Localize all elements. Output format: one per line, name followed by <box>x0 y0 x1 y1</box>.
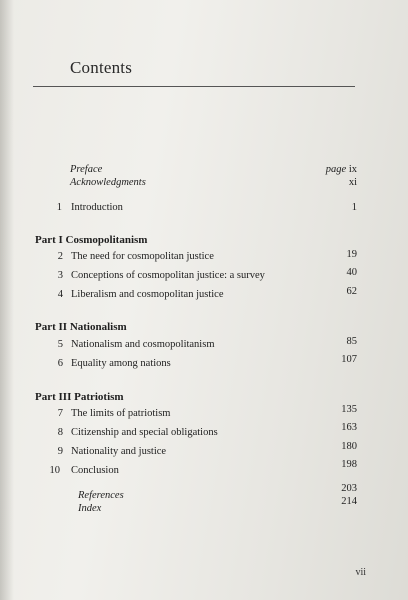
chapter-page-number: 1 <box>351 202 357 213</box>
chapter-title: The need for cosmopolitan justice <box>71 251 214 262</box>
page-title: Contents <box>70 58 133 77</box>
chapter-page-number: 107 <box>341 354 357 365</box>
part-heading: Part III Patriotism <box>35 391 124 403</box>
page-prefix: page <box>325 164 347 175</box>
chapter-number: 6 <box>57 358 63 369</box>
index-page-number: 214 <box>341 496 357 507</box>
chapter-number: 8 <box>57 427 63 438</box>
title-rule <box>33 86 355 87</box>
chapter-number: 9 <box>57 446 63 457</box>
chapter-page-number: 198 <box>341 459 357 470</box>
page-folio: vii <box>355 567 366 578</box>
chapter-number: 10 <box>49 465 60 476</box>
chapter-title: Equality among nations <box>71 358 171 369</box>
chapter-title: Introduction <box>71 202 123 213</box>
part-heading: Part II Nationalism <box>35 321 127 333</box>
chapter-number: 3 <box>57 270 63 281</box>
back-matter-references: References <box>78 490 124 501</box>
chapter-page-number: 62 <box>346 286 357 297</box>
chapter-number: 1 <box>56 202 62 213</box>
chapter-title: Liberalism and cosmopolitan justice <box>71 289 224 300</box>
references-page-number: 203 <box>341 483 357 494</box>
front-matter-acknowledgments: Acknowledgments <box>70 177 146 188</box>
chapter-title: Nationality and justice <box>71 446 167 457</box>
chapter-number: 4 <box>57 289 63 300</box>
chapter-page-number: 40 <box>346 267 357 278</box>
chapter-page-number: 135 <box>341 404 357 415</box>
chapter-number: 7 <box>57 408 63 419</box>
chapter-title: Conceptions of cosmopolitan justice: a survey <box>71 270 265 281</box>
acknowledgments-page-number: xi <box>348 177 357 188</box>
chapter-number: 5 <box>57 339 63 350</box>
preface-page-number: ix <box>348 164 357 175</box>
chapter-page-number: 180 <box>341 441 357 452</box>
chapter-title: The limits of patriotism <box>71 408 171 419</box>
spine-shadow <box>0 0 14 600</box>
chapter-page-number: 19 <box>346 249 357 260</box>
chapter-title: Conclusion <box>71 465 119 476</box>
chapter-page-number: 163 <box>341 422 357 433</box>
chapter-title: Citizenship and special obligations <box>71 427 218 438</box>
chapter-title: Nationalism and cosmopolitanism <box>71 339 215 350</box>
chapter-page-number: 85 <box>346 336 357 347</box>
part-heading: Part I Cosmopolitanism <box>35 234 148 246</box>
front-matter-preface: Preface <box>70 164 103 175</box>
front-matter-preface-page <box>307 164 357 176</box>
chapter-number: 2 <box>57 251 63 262</box>
back-matter-index: Index <box>78 503 102 514</box>
